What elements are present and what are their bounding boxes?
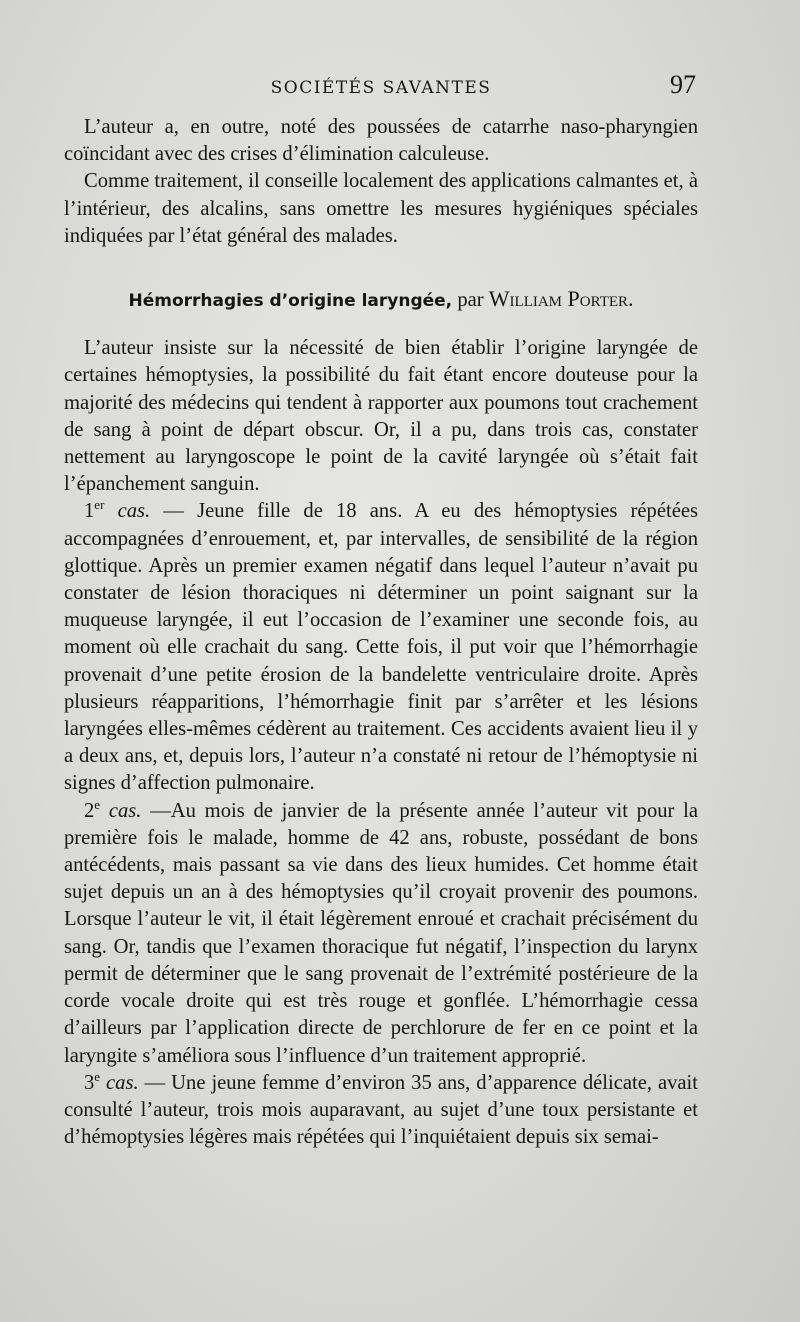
page-body: [64, 114, 698, 1151]
case-number: 2: [84, 799, 95, 822]
paragraph: L’auteur insiste sur la nécessité de bien établir l’origine laryngée de certaines hémoptysies, la possibilité du fait étant encore douteuse pour la majorité des médecins qui tendent à rapporter aux poumons tout crachement de sang à point de départ obscur. Or, il a pu, dans trois cas, constater nettement au laryngoscope le point de la cavité laryngée où s’était fait l’épanchement sanguin.: [64, 337, 698, 496]
page-number: 97: [670, 70, 696, 99]
case-number: 3: [84, 1071, 95, 1094]
case-text: — Jeune fille de 18 ans. A eu des hémoptysies répétées accompagnées d’enrouement, et, par intervalles, de sensibilité de la région glottique. Après un premier examen négatif dans lequel l’auteur n’avait pu constater de lésion thoraciques ni déterminer un point saignant sur la muqueuse laryngée, il eut l’occasion de l’examiner une seconde fois, au moment où elle crachait du sang. Cette fois, il put voir que l’hémorrhagie provenait d’une petite érosion de la bandelette ventriculaire droite. Après plusieurs réapparitions, l’hémorrhagie finit par s’arrêter et les lésions laryngées elles-mêmes cédèrent au traitement. Ces accidents avaient lieu il y a deux ans, et, depuis lors, l’auteur n’a constaté ni retour de l’hémoptysie ni signes d’affection pulmonaire.: [64, 500, 698, 795]
case-number: 1: [84, 500, 95, 523]
section-title: Hémorrhagies d’origine laryngée,: [128, 291, 453, 312]
section-by: par: [457, 289, 484, 312]
case-ordinal: e: [94, 796, 101, 812]
case-text: —Au mois de janvier de la présente année l’auteur vit pour la première fois le malade, homme de 42 ans, robuste, possédant de bons antécédents, mais passant sa vie dans des lieux humides. Cet homme était sujet depuis un an à des hémoptysies qu’il croyait provenir des poumons. Lorsque l’auteur le vit, il était légèrement enroué et crachait précisément du sang. Or, tandis que l’examen thoracique fut négatif, l’inspection du larynx permit de déterminer que le sang provenait de l’extrémité postérieure de la corde vocale droite qui est très rouge et gonflée. L’hémorrhagie cessa d’ailleurs par l’application directe de perchlorure de fer en ce point et la laryngite s’améliora sous l’influence d’un traitement approprié.: [64, 799, 699, 1067]
case-text: — Une jeune femme d’environ 35 ans, d’apparence délicate, avait consulté l’auteur, trois mois auparavant, au sujet d’une toux persistante et d’hémoptysies légères mais répétées qui l’inquiétaient depuis six semai-: [64, 1071, 698, 1149]
case-label: cas.: [108, 799, 142, 822]
case-ordinal: e: [94, 1068, 101, 1084]
case-paragraph: [64, 798, 698, 1070]
case-ordinal: er: [94, 497, 105, 513]
case-paragraph: [64, 1070, 698, 1152]
section-heading: [64, 285, 698, 315]
page-header: [64, 70, 698, 104]
running-title: SOCIÉTÉS SAVANTES: [270, 78, 492, 98]
case-label: cas.: [106, 1071, 139, 1094]
paragraph: L’auteur a, en outre, noté des poussées de catarrhe naso-pharyngien coïncidant avec des crises d’élimination calculeuse.: [64, 116, 698, 166]
section-author: William Porter.: [488, 286, 634, 312]
case-paragraph: [64, 498, 698, 797]
paragraph: Comme traitement, il conseille localement des applications calmantes et, à l’intérieur, des alcalins, sans omettre les mesures hygiéniques spéciales indiquées par l’état général des malades.: [64, 170, 698, 247]
case-label: cas.: [117, 500, 151, 523]
